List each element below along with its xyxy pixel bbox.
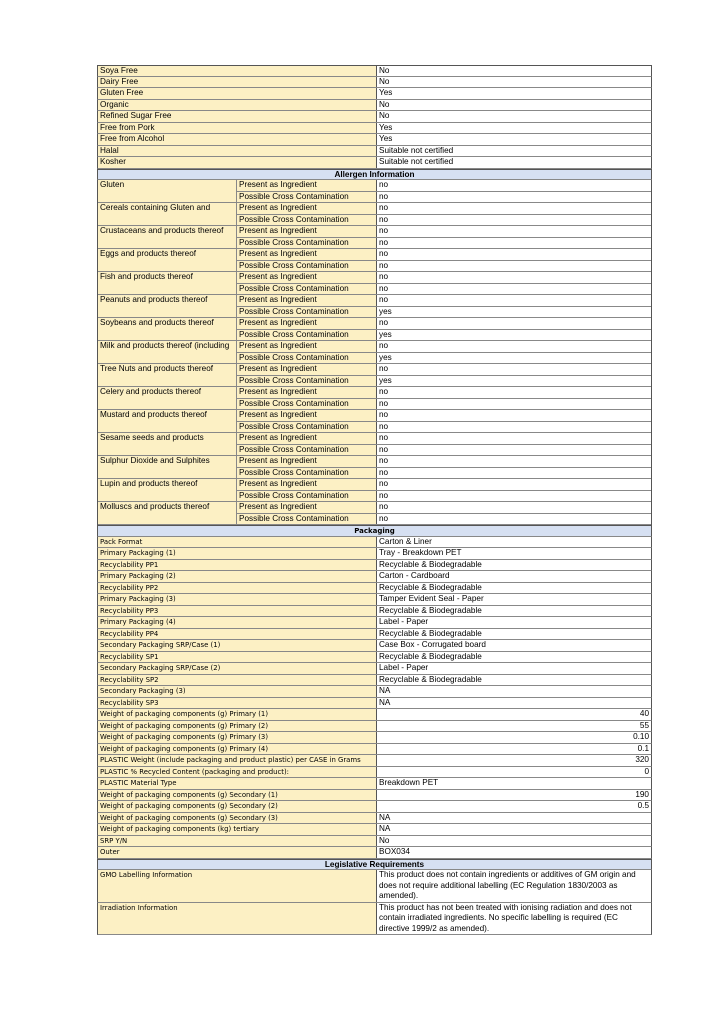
packaging-section-header [97, 525, 652, 537]
packaging-value: 40 [376, 709, 651, 720]
allergen-cross-value: no [376, 192, 651, 203]
allergen-cross-row [236, 307, 651, 319]
packaging-label: Outer [98, 847, 376, 858]
packaging-label: Secondary Packaging SRP/Case (1) [98, 640, 376, 651]
free-from-value: Yes [376, 134, 651, 145]
packaging-row [97, 548, 652, 560]
allergen-present-label: Present as Ingredient [236, 226, 376, 237]
free-from-section [97, 65, 652, 169]
packaging-value: Label - Paper [376, 663, 651, 674]
allergen-group [97, 295, 652, 318]
packaging-label: Weight of packaging components (g) Primary (2) [98, 721, 376, 732]
allergen-present-value: no [376, 180, 651, 191]
allergen-subrows [236, 180, 651, 203]
allergen-present-label: Present as Ingredient [236, 180, 376, 191]
allergen-cross-value: no [376, 514, 651, 525]
packaging-row [97, 629, 652, 641]
allergen-cross-value: no [376, 261, 651, 272]
allergen-subrows [236, 387, 651, 410]
allergen-present-value: no [376, 479, 651, 490]
allergen-cross-value: no [376, 445, 651, 456]
packaging-label: Recyclability SP3 [98, 698, 376, 709]
allergen-subrows [236, 433, 651, 456]
allergen-subrows [236, 295, 651, 318]
allergen-present-row [236, 341, 651, 353]
packaging-label: Weight of packaging components (g) Primary (4) [98, 744, 376, 755]
allergen-cross-value: no [376, 284, 651, 295]
packaging-value: Carton & Liner [376, 537, 651, 548]
packaging-value: 0.1 [376, 744, 651, 755]
allergen-name: Peanuts and products thereof [98, 295, 236, 318]
free-from-row [97, 88, 652, 100]
allergen-group [97, 410, 652, 433]
packaging-label: Weight of packaging components (g) Primary (1) [98, 709, 376, 720]
allergen-present-row [236, 456, 651, 468]
packaging-value: Tray - Breakdown PET [376, 548, 651, 559]
legislative-value: This product has not been treated with ionising radiation and does not contain irradiated ingredients. No specific labelling is required (EC directive 1999/2 as amended). [376, 903, 651, 935]
allergen-cross-label: Possible Cross Contamination [236, 307, 376, 318]
packaging-value: BOX034 [376, 847, 651, 858]
free-from-label: Soya Free [98, 66, 376, 76]
packaging-label: PLASTIC % Recycled Content (packaging and product): [98, 767, 376, 778]
packaging-value: 0 [376, 767, 651, 778]
allergen-present-label: Present as Ingredient [236, 433, 376, 444]
allergen-name: Mustard and products thereof [98, 410, 236, 433]
allergen-cross-row [236, 491, 651, 503]
free-from-label: Kosher [98, 157, 376, 168]
allergen-name: Sesame seeds and products [98, 433, 236, 456]
allergen-present-value: no [376, 502, 651, 513]
allergen-cross-value: no [376, 215, 651, 226]
allergen-cross-value: no [376, 491, 651, 502]
free-from-row [97, 123, 652, 135]
allergen-present-label: Present as Ingredient [236, 502, 376, 513]
allergen-present-value: no [376, 318, 651, 329]
allergen-cross-value: yes [376, 330, 651, 341]
allergen-subrows [236, 502, 651, 525]
allergen-group [97, 272, 652, 295]
packaging-value: Recyclable & Biodegradable [376, 606, 651, 617]
free-from-label: Halal [98, 146, 376, 157]
packaging-value: NA [376, 824, 651, 835]
allergen-present-row [236, 203, 651, 215]
packaging-label: Recyclability SP1 [98, 652, 376, 663]
legislative-section-header [97, 859, 652, 871]
packaging-value: 0.10 [376, 732, 651, 743]
allergen-cross-label: Possible Cross Contamination [236, 445, 376, 456]
packaging-value: NA [376, 698, 651, 709]
allergen-cross-label: Possible Cross Contamination [236, 514, 376, 525]
legislative-label: GMO Labelling Information [98, 870, 376, 902]
allergen-name: Crustaceans and products thereof [98, 226, 236, 249]
packaging-value: Recyclable & Biodegradable [376, 560, 651, 571]
free-from-value: Suitable not certified [376, 146, 651, 157]
allergen-name: Milk and products thereof (including [98, 341, 236, 364]
packaging-value: 55 [376, 721, 651, 732]
allergen-present-value: no [376, 456, 651, 467]
allergen-name: Gluten [98, 180, 236, 203]
allergen-subrows [236, 318, 651, 341]
allergen-name: Tree Nuts and products thereof [98, 364, 236, 387]
allergen-present-label: Present as Ingredient [236, 341, 376, 352]
packaging-label: Recyclability PP1 [98, 560, 376, 571]
allergen-cross-row [236, 399, 651, 411]
packaging-value: Recyclable & Biodegradable [376, 675, 651, 686]
allergen-present-row [236, 479, 651, 491]
allergen-present-row [236, 410, 651, 422]
free-from-value: Suitable not certified [376, 157, 651, 168]
allergen-name: Cereals containing Gluten and [98, 203, 236, 226]
packaging-row [97, 652, 652, 664]
packaging-label: PLASTIC Weight (include packaging and product plastic) per CASE in Grams [98, 755, 376, 766]
allergen-group [97, 203, 652, 226]
packaging-label: SRP Y/N [98, 836, 376, 847]
allergen-present-row [236, 295, 651, 307]
allergen-subrows [236, 479, 651, 502]
packaging-row [97, 686, 652, 698]
free-from-value: No [376, 111, 651, 122]
packaging-value: NA [376, 686, 651, 697]
allergen-group [97, 364, 652, 387]
packaging-row [97, 813, 652, 825]
allergen-present-value: no [376, 249, 651, 260]
packaging-value: Recyclable & Biodegradable [376, 629, 651, 640]
allergen-cross-label: Possible Cross Contamination [236, 491, 376, 502]
allergen-subrows [236, 226, 651, 249]
allergen-present-label: Present as Ingredient [236, 272, 376, 283]
packaging-row [97, 721, 652, 733]
allergen-cross-row [236, 215, 651, 227]
allergen-present-label: Present as Ingredient [236, 295, 376, 306]
packaging-label: Weight of packaging components (g) Primary (3) [98, 732, 376, 743]
allergen-cross-label: Possible Cross Contamination [236, 192, 376, 203]
packaging-row [97, 836, 652, 848]
packaging-value: Label - Paper [376, 617, 651, 628]
packaging-label: Pack Format [98, 537, 376, 548]
allergen-cross-label: Possible Cross Contamination [236, 261, 376, 272]
allergen-cross-label: Possible Cross Contamination [236, 376, 376, 387]
packaging-value: Carton - Cardboard [376, 571, 651, 582]
packaging-row [97, 640, 652, 652]
packaging-row [97, 594, 652, 606]
allergen-cross-row [236, 284, 651, 296]
allergen-cross-value: yes [376, 307, 651, 318]
packaging-value: Breakdown PET [376, 778, 651, 789]
packaging-value: NA [376, 813, 651, 824]
allergen-cross-label: Possible Cross Contamination [236, 284, 376, 295]
allergen-cross-row [236, 261, 651, 273]
allergen-subrows [236, 272, 651, 295]
allergen-present-label: Present as Ingredient [236, 318, 376, 329]
allergen-cross-row [236, 353, 651, 365]
legislative-row [97, 903, 652, 936]
free-from-row [97, 100, 652, 112]
packaging-row [97, 583, 652, 595]
allergen-cross-value: no [376, 238, 651, 249]
allergen-name: Eggs and products thereof [98, 249, 236, 272]
allergen-group [97, 387, 652, 410]
free-from-value: Yes [376, 123, 651, 134]
allergen-subrows [236, 249, 651, 272]
legislative-header-label: Legislative Requirements [324, 859, 425, 869]
allergen-cross-row [236, 468, 651, 480]
packaging-label: Recyclability SP2 [98, 675, 376, 686]
packaging-label: Weight of packaging components (g) Secondary (1) [98, 790, 376, 801]
allergen-cross-value: no [376, 399, 651, 410]
allergen-present-label: Present as Ingredient [236, 364, 376, 375]
free-from-row [97, 77, 652, 89]
allergen-present-value: no [376, 295, 651, 306]
allergen-group [97, 433, 652, 456]
packaging-row [97, 663, 652, 675]
legislative-section [97, 870, 652, 935]
allergen-present-row [236, 318, 651, 330]
packaging-label: Primary Packaging (2) [98, 571, 376, 582]
allergen-present-row [236, 387, 651, 399]
packaging-value: 320 [376, 755, 651, 766]
allergen-name: Soybeans and products thereof [98, 318, 236, 341]
allergen-present-row [236, 433, 651, 445]
allergen-present-value: no [376, 364, 651, 375]
allergen-cross-label: Possible Cross Contamination [236, 468, 376, 479]
packaging-value: Recyclable & Biodegradable [376, 583, 651, 594]
allergen-group [97, 502, 652, 525]
packaging-value: No [376, 836, 651, 847]
allergen-name: Lupin and products thereof [98, 479, 236, 502]
packaging-label: Weight of packaging components (g) Secondary (3) [98, 813, 376, 824]
free-from-row [97, 157, 652, 169]
packaging-value: 190 [376, 790, 651, 801]
packaging-section [97, 537, 652, 859]
packaging-header-label: Packaging [354, 527, 395, 535]
allergen-present-label: Present as Ingredient [236, 203, 376, 214]
free-from-value: No [376, 66, 651, 76]
packaging-label: Secondary Packaging (3) [98, 686, 376, 697]
allergen-section-header [97, 169, 652, 181]
free-from-row [97, 65, 652, 77]
packaging-value: Case Box - Corrugated board [376, 640, 651, 651]
allergen-present-row [236, 502, 651, 514]
allergen-cross-row [236, 445, 651, 457]
allergen-subrows [236, 203, 651, 226]
allergen-subrows [236, 410, 651, 433]
allergen-subrows [236, 364, 651, 387]
allergen-present-label: Present as Ingredient [236, 387, 376, 398]
allergen-present-row [236, 180, 651, 192]
allergen-cross-row [236, 238, 651, 250]
allergen-present-row [236, 272, 651, 284]
free-from-label: Dairy Free [98, 77, 376, 88]
allergen-cross-value: yes [376, 376, 651, 387]
packaging-row [97, 847, 652, 859]
allergen-present-value: no [376, 226, 651, 237]
free-from-label: Free from Pork [98, 123, 376, 134]
allergen-present-label: Present as Ingredient [236, 479, 376, 490]
free-from-row [97, 111, 652, 123]
allergen-group [97, 456, 652, 479]
allergen-cross-label: Possible Cross Contamination [236, 238, 376, 249]
allergen-cross-row [236, 422, 651, 434]
free-from-row [97, 146, 652, 158]
free-from-label: Organic [98, 100, 376, 111]
allergen-subrows [236, 456, 651, 479]
packaging-row [97, 709, 652, 721]
allergen-present-value: no [376, 387, 651, 398]
packaging-row [97, 744, 652, 756]
allergen-name: Sulphur Dioxide and Sulphites [98, 456, 236, 479]
allergen-subrows [236, 341, 651, 364]
allergen-cross-value: no [376, 422, 651, 433]
allergen-group [97, 341, 652, 364]
allergen-name: Molluscs and products thereof [98, 502, 236, 525]
free-from-label: Gluten Free [98, 88, 376, 99]
packaging-label: Primary Packaging (3) [98, 594, 376, 605]
packaging-label: Recyclability PP2 [98, 583, 376, 594]
allergen-cross-label: Possible Cross Contamination [236, 353, 376, 364]
allergen-cross-row [236, 514, 651, 526]
allergen-cross-row [236, 330, 651, 342]
allergen-present-label: Present as Ingredient [236, 249, 376, 260]
allergen-present-label: Present as Ingredient [236, 456, 376, 467]
free-from-label: Refined Sugar Free [98, 111, 376, 122]
packaging-row [97, 675, 652, 687]
legislative-label: Irradiation Information [98, 903, 376, 935]
packaging-label: Weight of packaging components (kg) tertiary [98, 824, 376, 835]
allergen-present-value: no [376, 341, 651, 352]
allergen-group [97, 226, 652, 249]
packaging-row [97, 617, 652, 629]
allergen-cross-row [236, 192, 651, 204]
legislative-value: This product does not contain ingredients or additives of GM origin and does not require additional labelling (EC Regulation 1830/2003 as amended). [376, 870, 651, 902]
packaging-row [97, 801, 652, 813]
allergen-present-row [236, 364, 651, 376]
packaging-row [97, 606, 652, 618]
packaging-row [97, 732, 652, 744]
free-from-label: Free from Alcohol [98, 134, 376, 145]
free-from-value: Yes [376, 88, 651, 99]
packaging-row [97, 560, 652, 572]
allergen-cross-label: Possible Cross Contamination [236, 399, 376, 410]
allergen-cross-label: Possible Cross Contamination [236, 215, 376, 226]
allergen-cross-row [236, 376, 651, 388]
packaging-value: Tamper Evident Seal - Paper [376, 594, 651, 605]
allergen-group [97, 180, 652, 203]
packaging-row [97, 571, 652, 583]
packaging-row [97, 767, 652, 779]
packaging-label: Primary Packaging (4) [98, 617, 376, 628]
packaging-row [97, 698, 652, 710]
free-from-value: No [376, 100, 651, 111]
packaging-row [97, 755, 652, 767]
packaging-label: Recyclability PP3 [98, 606, 376, 617]
packaging-row [97, 537, 652, 549]
allergen-present-value: no [376, 433, 651, 444]
allergen-present-value: no [376, 272, 651, 283]
allergen-section [97, 180, 652, 525]
packaging-label: Recyclability PP4 [98, 629, 376, 640]
packaging-row [97, 824, 652, 836]
allergen-header-label: Allergen Information [334, 169, 415, 179]
allergen-cross-label: Possible Cross Contamination [236, 330, 376, 341]
allergen-group [97, 318, 652, 341]
packaging-row [97, 790, 652, 802]
spec-sheet-table [97, 65, 652, 935]
packaging-label: Primary Packaging (1) [98, 548, 376, 559]
allergen-cross-value: yes [376, 353, 651, 364]
allergen-present-label: Present as Ingredient [236, 410, 376, 421]
free-from-value: No [376, 77, 651, 88]
allergen-present-row [236, 249, 651, 261]
packaging-label: PLASTIC Material Type [98, 778, 376, 789]
allergen-group [97, 249, 652, 272]
allergen-cross-label: Possible Cross Contamination [236, 422, 376, 433]
legislative-row [97, 870, 652, 903]
allergen-present-row [236, 226, 651, 238]
allergen-name: Celery and products thereof [98, 387, 236, 410]
allergen-name: Fish and products thereof [98, 272, 236, 295]
allergen-group [97, 479, 652, 502]
packaging-row [97, 778, 652, 790]
allergen-cross-value: no [376, 468, 651, 479]
packaging-value: Recyclable & Biodegradable [376, 652, 651, 663]
allergen-present-value: no [376, 203, 651, 214]
packaging-label: Secondary Packaging SRP/Case (2) [98, 663, 376, 674]
packaging-value: 0.5 [376, 801, 651, 812]
packaging-label: Weight of packaging components (g) Secondary (2) [98, 801, 376, 812]
free-from-row [97, 134, 652, 146]
allergen-present-value: no [376, 410, 651, 421]
